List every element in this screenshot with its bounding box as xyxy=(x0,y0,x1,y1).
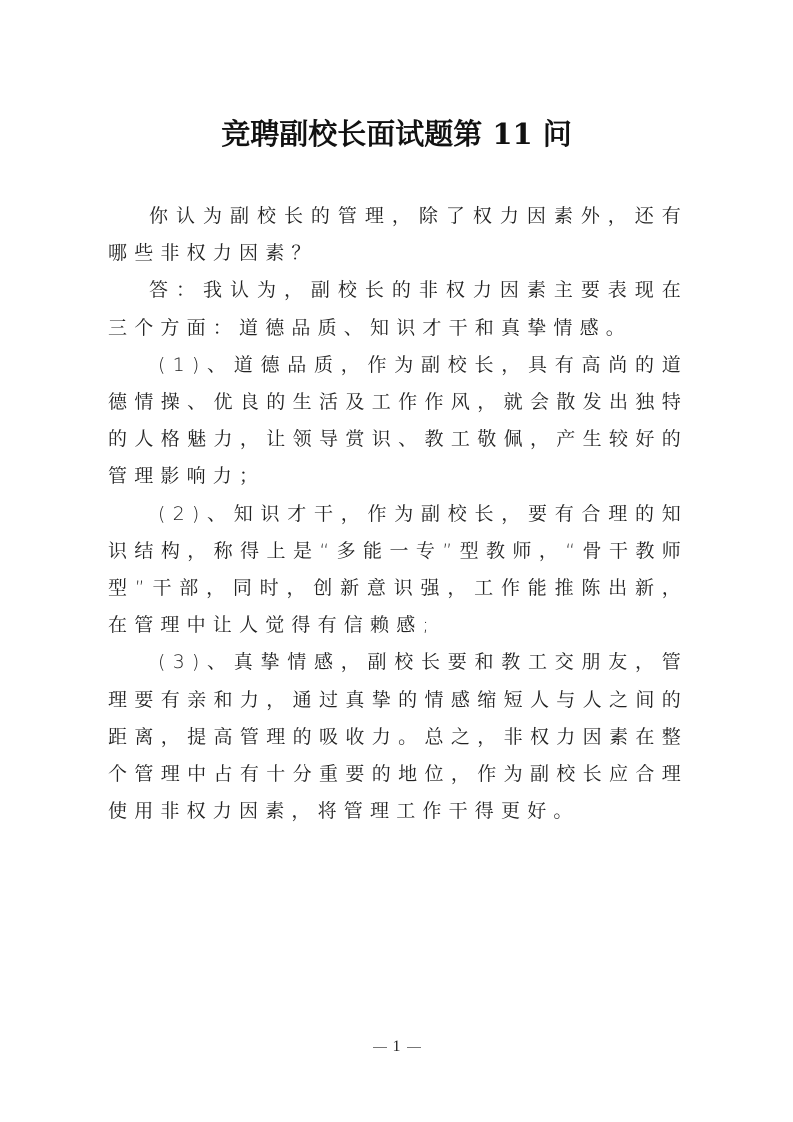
footer-dash-left xyxy=(373,1047,387,1048)
page-footer xyxy=(0,1037,793,1057)
answer-paragraph: 答：我认为，副校长的非权力因素主要表现在三个方面：道德品质、知识才干和真挚情感。 xyxy=(108,279,688,339)
point-2-paragraph: (2)、知识才干，作为副校长，要有合理的知识结构，称得上是“多能一专”型教师，“骨干教师型”干部，同时，创新意识强，工作能推陈出新，在管理中让人觉得有信赖感; xyxy=(108,502,688,637)
point-1-paragraph: (1)、道德品质，作为副校长，具有高尚的道德情操、优良的生活及工作作风，就会散发出独特的人格魅力，让领导赏识、教工敬佩，产生较好的管理影响力； xyxy=(108,353,688,488)
question-paragraph: 你认为副校长的管理，除了权力因素外，还有哪些非权力因素？ xyxy=(108,205,688,265)
page-number: 1 xyxy=(392,1038,401,1055)
point-3-paragraph: (3)、真挚情感，副校长要和教工交朋友，管理要有亲和力，通过真挚的情感缩短人与人之间的距离，提高管理的吸收力。总之，非权力因素在整个管理中占有十分重要的地位，作为副校长应合理使用非权力因素，将管理工作干得更好。 xyxy=(108,651,688,823)
footer-dash-right xyxy=(407,1047,421,1048)
document-title: 竞聘副校长面试题第 11 问 xyxy=(221,117,572,151)
document-body xyxy=(108,198,688,830)
